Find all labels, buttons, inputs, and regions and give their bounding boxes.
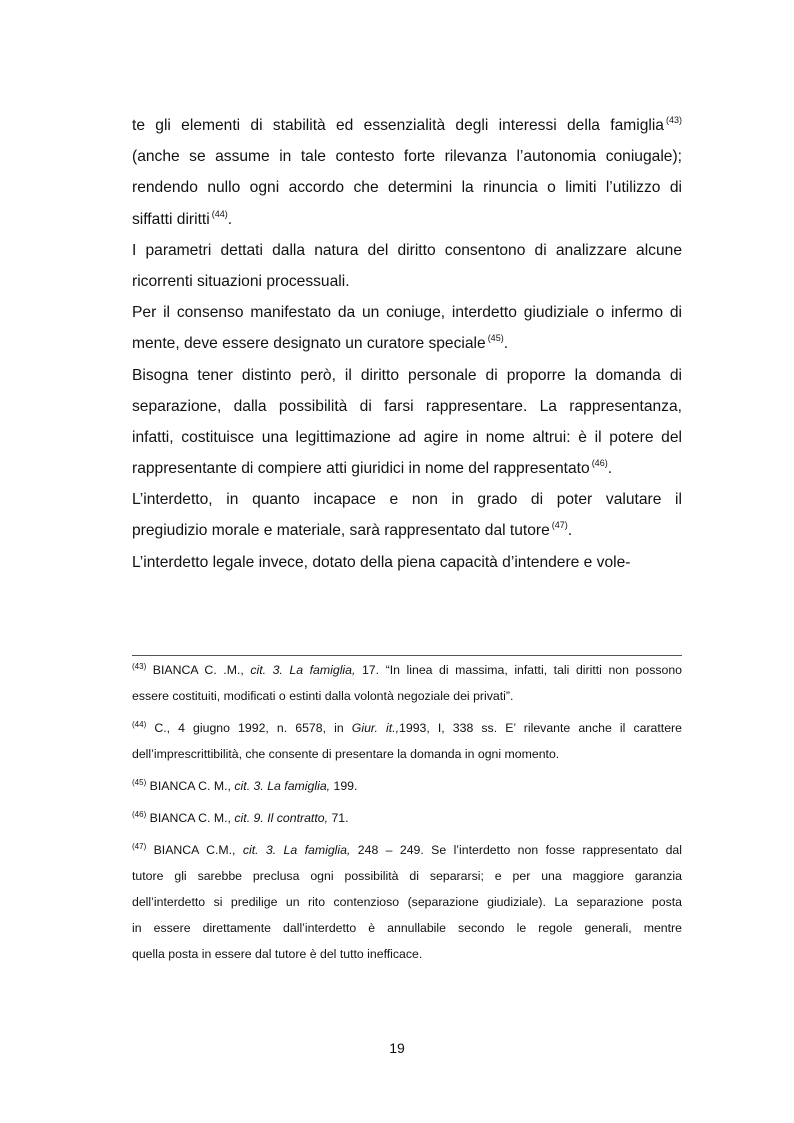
text-span: te gli elementi di stabilità ed essenzialità degli interessi della famiglia	[132, 117, 664, 134]
text-line	[132, 204, 682, 235]
footnote-line	[132, 773, 682, 799]
footnote-line	[132, 941, 682, 967]
footnote-mark: (45)	[132, 778, 147, 787]
footnote-ref-47[interactable]: (47)	[551, 520, 568, 531]
footnote-47	[132, 837, 682, 967]
text-line	[132, 515, 682, 546]
footnote-ref-44[interactable]: (44)	[211, 208, 228, 219]
citation-title: cit. 3. La famiglia,	[250, 663, 356, 677]
footnote-line	[132, 915, 682, 941]
footnotes	[132, 657, 682, 973]
citation-title: cit. 9. Il contratto,	[234, 811, 329, 825]
text-span: mente, deve essere designato un curatore speciale	[132, 335, 486, 353]
footnote-line	[132, 657, 682, 683]
text-span: 17. “In linea di massima, infatti, tali diritti non possono	[355, 663, 683, 677]
footnote-line	[132, 863, 682, 889]
text-span: Bisogna tener distinto però, il diritto personale di proporre la domanda di	[132, 366, 682, 384]
text-span: 199.	[330, 779, 358, 793]
body-text	[132, 110, 682, 578]
text-span: L’interdetto legale invece, dotato della piena capacità d’intendere e vole-	[132, 553, 631, 571]
footnote-line	[132, 837, 682, 863]
text-line	[132, 297, 682, 328]
text-span: .	[227, 210, 233, 228]
text-span: in essere direttamente dall’interdetto è annullabile secondo le regole generali, mentre	[132, 921, 682, 935]
text-span: essere costituiti, modificati o estinti dalla volontà negoziale dei privati”.	[132, 689, 514, 703]
footnote-line	[132, 889, 682, 915]
text-span: BIANCA C. M.,	[146, 811, 235, 825]
footnote-mark: (44)	[132, 720, 147, 729]
text-span: 248 – 249. Se l’interdetto non fosse rappresentato dal	[350, 843, 683, 857]
text-span: ricorrenti situazioni processuali.	[132, 272, 350, 290]
footnote-ref-43[interactable]: (43)	[665, 115, 682, 125]
page-number: 19	[389, 1040, 405, 1056]
text-span: 71.	[328, 811, 349, 825]
text-line	[132, 235, 682, 266]
text-span: quella posta in essere dal tutore è del tutto inefficace.	[132, 947, 423, 961]
text-span: rendendo nullo ogni accordo che determini la rinuncia o limiti l’utilizzo di	[132, 179, 682, 197]
text-span: BIANCA C. M.,	[146, 779, 235, 793]
text-span: dell’interdetto si predilige un rito contenzioso (separazione giudiziale). La separazione posta	[132, 895, 682, 909]
text-span: rappresentante di compiere atti giuridici in nome del rappresentato	[132, 460, 590, 478]
text-line	[132, 360, 682, 391]
text-span: (anche se assume in tale contesto forte rilevanza l’autonomia coniugale);	[132, 148, 682, 166]
footnote-44	[132, 715, 682, 767]
footnote-ref-46[interactable]: (46)	[591, 458, 608, 469]
text-span: separazione, dalla possibilità di farsi rappresentare. La rappresentanza,	[132, 397, 682, 415]
footnote-line	[132, 683, 682, 709]
citation-title: cit. 3. La famiglia,	[242, 843, 351, 857]
footnote-mark: (43)	[132, 662, 147, 671]
footnote-ref-45[interactable]: (45)	[487, 333, 504, 344]
text-line	[132, 172, 682, 203]
text-line	[132, 328, 682, 359]
text-line	[132, 547, 682, 578]
footnote-line	[132, 741, 682, 767]
text-span: pregiudizio morale e materiale, sarà rappresentato dal tutore	[132, 522, 550, 540]
text-span: Per il consenso manifestato da un coniuge, interdetto giudiziale o infermo di	[132, 304, 682, 322]
footnote-mark: (47)	[132, 842, 147, 851]
text-span: dell’imprescrittibilità, che consente di presentare la domanda in ogni momento.	[132, 747, 560, 761]
text-line	[132, 141, 682, 172]
citation-title: Giur. it.,	[351, 721, 400, 735]
text-line	[132, 484, 682, 515]
footnote-45	[132, 773, 682, 799]
footnote-46	[132, 805, 682, 831]
footnote-line	[132, 805, 682, 831]
text-line	[132, 266, 682, 297]
text-span: 1993, I, 338 ss. E’ rilevante anche il carattere	[399, 721, 682, 735]
text-span: L’interdetto, in quanto incapace e non in grado di poter valutare il	[132, 491, 682, 509]
footnote-43	[132, 657, 682, 709]
text-span: .	[567, 522, 573, 540]
text-span: I parametri dettati dalla natura del diritto consentono di analizzare alcune	[132, 241, 682, 259]
text-line	[132, 391, 682, 422]
footnote-line	[132, 715, 682, 741]
text-span: C., 4 giugno 1992, n. 6578, in	[146, 721, 352, 735]
text-line	[132, 110, 682, 141]
text-span: infatti, costituisce una legittimazione ad agire in nome altrui: è il potere del	[132, 428, 682, 446]
text-span: .	[607, 460, 613, 478]
citation-title: cit. 3. La famiglia,	[234, 779, 331, 793]
text-span: .	[503, 335, 509, 353]
footnote-mark: (46)	[132, 810, 147, 819]
text-line	[132, 422, 682, 453]
text-line	[132, 453, 682, 484]
text-span: siffatti diritti	[132, 210, 210, 228]
text-span: BIANCA C.M.,	[146, 843, 243, 857]
footnote-separator	[132, 655, 682, 656]
text-span: BIANCA C. .M.,	[146, 663, 251, 677]
text-span: tutore gli sarebbe preclusa ogni possibilità di separarsi; e per una maggiore garanzia	[132, 869, 682, 883]
